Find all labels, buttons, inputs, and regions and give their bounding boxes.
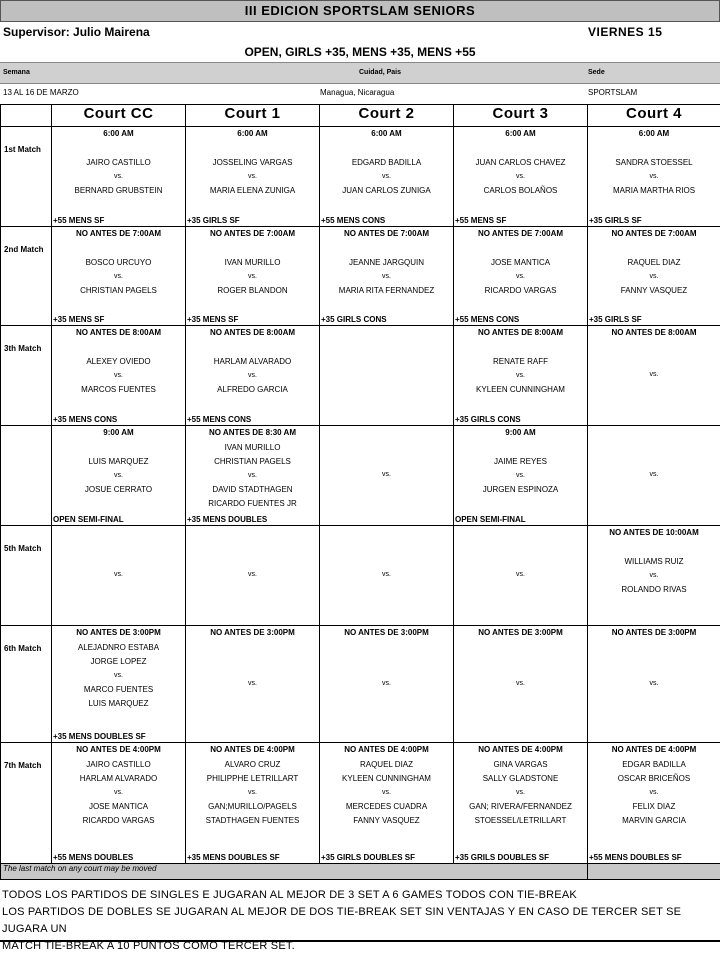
footnote-row — [1, 864, 720, 880]
player-name: FELIX DIAZ — [632, 802, 676, 811]
player-name: GAN; RIVERA/FERNANDEZ — [469, 802, 572, 811]
vs-label: vs. — [649, 572, 659, 579]
vs-label: vs. — [649, 789, 659, 796]
match-cell — [52, 743, 186, 864]
match-cell — [186, 743, 320, 864]
match-cell — [186, 127, 320, 227]
match-row — [1, 326, 720, 426]
match-cell — [454, 743, 588, 864]
match-cell — [52, 426, 186, 526]
player-name: RICARDO VARGAS — [484, 286, 557, 295]
city-value: Managua, Nicaragua — [320, 88, 395, 97]
match-cell — [588, 743, 720, 864]
match-category: +35 MENS DOUBLES — [187, 515, 268, 524]
player-name: ALEXEY OVIEDO — [86, 357, 151, 366]
vs-label: vs. — [649, 371, 659, 378]
player-name: MARIA MARTHA RIOS — [612, 186, 696, 195]
player-name: JOSSELING VARGAS — [212, 158, 293, 167]
match-category: +35 GIRLS SF — [589, 216, 642, 225]
match-cell — [320, 227, 454, 326]
match-time: NO ANTES DE 4:00PM — [76, 745, 161, 754]
match-time: 6:00 AM — [505, 129, 536, 138]
vs-label: vs. — [516, 571, 525, 578]
player-name: RAQUEL DIAZ — [627, 258, 681, 267]
vs-label: vs. — [649, 173, 659, 180]
player-name: JAIRO CASTILLO — [86, 760, 151, 769]
match-category: +35 MENS SF — [53, 315, 105, 324]
match-time: NO ANTES DE 8:30 AM — [209, 428, 296, 437]
venue-value: SPORTSLAM — [588, 88, 638, 97]
match-category: +55 MENS CONS — [321, 216, 386, 225]
match-time: NO ANTES DE 8:00AM — [611, 328, 697, 337]
player-name: CHRISTIAN PAGELS — [80, 286, 157, 295]
player-name: JOSE MANTICA — [490, 258, 551, 267]
tournament-title: III EDICION SPORTSLAM SENIORS — [0, 0, 720, 22]
player-name: GAN;MURILLO/PAGELS — [208, 802, 297, 811]
player-name: RAQUEL DIAZ — [359, 760, 414, 769]
match-row — [1, 426, 720, 526]
match-category: +35 MENS CONS — [53, 415, 118, 424]
match-time — [320, 526, 453, 541]
match-row-label: 5th Match — [1, 526, 52, 626]
vs-label: vs. — [248, 679, 257, 687]
player-name: MARCOS FUENTES — [81, 385, 156, 394]
vs-label: vs. — [382, 679, 391, 687]
match-time: NO ANTES DE 3:00PM — [344, 628, 429, 637]
info-value-bar — [0, 84, 720, 102]
match-time — [320, 326, 453, 341]
vs-label: vs. — [516, 173, 525, 180]
match-time: NO ANTES DE 4:00PM — [478, 745, 563, 754]
match-category: +35 MENS SF — [187, 315, 239, 324]
supervisor-row — [0, 22, 720, 42]
player-name: ALEJADNRO ESTABA — [77, 643, 160, 652]
match-time: 9:00 AM — [505, 428, 536, 437]
player-name: EDGAR BADILLA — [622, 760, 686, 769]
match-time — [454, 526, 587, 541]
vs-label: vs. — [114, 173, 123, 180]
player-name: WILLIAMS RUIZ — [624, 557, 684, 566]
match-time: NO ANTES DE 7:00AM — [343, 229, 430, 238]
player-name: IVAN MURILLO — [224, 443, 281, 452]
player-name: CHRISTIAN PAGELS — [214, 457, 291, 466]
vs-label: vs. — [516, 372, 525, 379]
vs-label: vs. — [516, 679, 525, 687]
match-row-label: 1st Match — [1, 127, 52, 227]
match-category: +35 GIRLS SF — [187, 216, 240, 225]
match-cell — [186, 227, 320, 326]
vs-label: vs. — [248, 472, 257, 479]
vs-label: vs. — [382, 471, 391, 478]
match-row — [1, 227, 720, 326]
player-name: FANNY VASQUEZ — [353, 816, 420, 825]
match-category: +55 MENS CONS — [187, 415, 252, 424]
player-name: MARCO FUENTES — [83, 685, 154, 694]
player-name: JAIME REYES — [494, 457, 547, 466]
player-name: RENATE RAFF — [493, 357, 548, 366]
rules-note-line: MATCH TIE-BREAK A 10 PUNTOS COMO TERCER SET. — [2, 940, 295, 952]
player-name: JOSUE CERRATO — [84, 485, 153, 494]
match-category: +35 GRILS DOUBLES SF — [455, 853, 550, 862]
vs-label: vs. — [114, 672, 123, 679]
match-cell — [454, 426, 588, 526]
player-name: STOESSEL/LETRILLART — [474, 816, 567, 825]
player-name: GINA VARGAS — [493, 760, 548, 769]
match-cell — [454, 326, 588, 426]
categories-heading: OPEN, GIRLS +35, MENS +35, MENS +55 — [244, 45, 476, 59]
player-name: JAIRO CASTILLO — [86, 158, 151, 167]
match-category: +35 GIRLS CONS — [321, 315, 387, 324]
footnote: The last match on any court may be moved — [1, 864, 588, 880]
vs-label: vs. — [114, 789, 123, 796]
match-category: +55 MENS SF — [455, 216, 507, 225]
week-label: Semana — [3, 69, 30, 76]
player-name: MARVIN GARCIA — [622, 816, 686, 825]
player-name: MARIA RITA FERNANDEZ — [338, 286, 435, 295]
rules-notes — [0, 887, 720, 955]
match-row-label: 3th Match — [1, 326, 52, 426]
player-name: CARLOS BOLAÑOS — [483, 186, 558, 195]
player-name: RICARDO FUENTES JR — [208, 499, 297, 508]
match-time: 6:00 AM — [371, 129, 402, 138]
court-header: Court 3 — [454, 105, 588, 127]
match-time: NO ANTES DE 4:00PM — [344, 745, 429, 754]
match-time: NO ANTES DE 3:00PM — [478, 628, 563, 637]
match-cell — [320, 526, 454, 626]
match-row — [1, 526, 720, 626]
match-cell — [588, 526, 720, 626]
match-category: +55 MENS SF — [53, 216, 105, 225]
match-cell — [454, 626, 588, 743]
match-row-label — [1, 426, 52, 526]
corner-cell — [1, 105, 52, 127]
match-row-label: 7th Match — [1, 743, 52, 864]
supervisor-name: Supervisor: Julio Mairena — [3, 25, 150, 39]
match-time: NO ANTES DE 8:00AM — [209, 328, 296, 337]
match-row — [1, 127, 720, 227]
vs-label: vs. — [114, 372, 123, 379]
court-header: Court 4 — [588, 105, 720, 127]
vs-label: vs. — [516, 789, 525, 796]
match-cell — [588, 426, 720, 526]
match-category: +55 MENS DOUBLES SF — [589, 853, 682, 862]
player-name: STADTHAGEN FUENTES — [205, 816, 300, 825]
match-cell — [588, 626, 720, 743]
player-name: DAVID STADTHAGEN — [212, 485, 293, 494]
match-time — [320, 426, 453, 441]
vs-label: vs. — [382, 789, 391, 796]
vs-label: vs. — [649, 679, 659, 687]
vs-label: vs. — [516, 273, 525, 280]
player-name: EDGARD BADILLA — [351, 158, 422, 167]
court-header: Court CC — [52, 105, 186, 127]
vs-label: vs. — [248, 571, 257, 578]
match-time: NO ANTES DE 7:00AM — [477, 229, 564, 238]
match-cell — [186, 626, 320, 743]
match-cell — [588, 326, 720, 426]
match-category: +35 GIRLS SF — [589, 315, 642, 324]
match-time: NO ANTES DE 8:00AM — [75, 328, 162, 337]
vs-label: vs. — [114, 472, 123, 479]
court-header: Court 2 — [320, 105, 454, 127]
vs-label: vs. — [114, 571, 123, 578]
player-name: RICARDO VARGAS — [82, 816, 155, 825]
player-name: JUAN CARLOS ZUNIGA — [342, 186, 431, 195]
match-category: OPEN SEMI-FINAL — [53, 515, 124, 524]
vs-label: vs. — [649, 273, 659, 280]
match-cell — [52, 626, 186, 743]
match-cell — [186, 426, 320, 526]
vs-label: vs. — [382, 571, 391, 578]
player-name: MARIA ELENA ZUNIGA — [209, 186, 296, 195]
match-category: +35 GIRLS DOUBLES SF — [321, 853, 416, 862]
player-name: MERCEDES CUADRA — [345, 802, 428, 811]
match-time: NO ANTES DE 4:00PM — [611, 745, 697, 754]
vs-label: vs. — [248, 173, 257, 180]
player-name: HARLAM ALVARADO — [213, 357, 292, 366]
court-header: Court 1 — [186, 105, 320, 127]
player-name: LUIS MARQUEZ — [88, 699, 149, 708]
match-cell — [52, 227, 186, 326]
vs-label: vs. — [248, 273, 257, 280]
match-time: 6:00 AM — [638, 129, 670, 138]
week-value: 13 AL 16 DE MARZO — [3, 88, 79, 97]
match-category: OPEN SEMI-FINAL — [455, 515, 526, 524]
venue-label: Sede — [588, 69, 605, 76]
match-time: 6:00 AM — [103, 129, 134, 138]
info-label-bar — [0, 62, 720, 84]
match-cell — [454, 127, 588, 227]
match-cell — [320, 743, 454, 864]
player-name: OSCAR BRICEÑOS — [617, 774, 691, 783]
match-time: NO ANTES DE 10:00AM — [609, 528, 699, 537]
player-name: KYLEEN CUNNINGHAM — [342, 774, 431, 783]
match-row-label: 2nd Match — [1, 227, 52, 326]
match-time: NO ANTES DE 4:00PM — [210, 745, 295, 754]
rules-note-line: TODOS LOS PARTIDOS DE SINGLES E JUGARAN AL MEJOR DE 3 SET A 6 GAMES TODOS CON TIE-BREAK — [2, 889, 577, 901]
match-time — [52, 526, 185, 541]
vs-label: vs. — [516, 472, 525, 479]
vs-label: vs. — [382, 273, 391, 280]
match-time: NO ANTES DE 3:00PM — [210, 628, 295, 637]
match-time: 6:00 AM — [237, 129, 268, 138]
match-cell — [320, 626, 454, 743]
match-category: +55 MENS CONS — [455, 315, 520, 324]
player-name: KYLEEN CUNNINGHAM — [476, 385, 565, 394]
match-time — [588, 426, 720, 441]
court-header-row — [1, 105, 720, 127]
match-cell — [52, 326, 186, 426]
player-name: JURGEN ESPINOZA — [482, 485, 559, 494]
match-category: +55 MENS DOUBLES — [53, 853, 134, 862]
player-name: ROLANDO RIVAS — [621, 585, 687, 594]
player-name: ALVARO CRUZ — [224, 760, 281, 769]
player-name: LUIS MARQUEZ — [88, 457, 149, 466]
match-cell — [186, 326, 320, 426]
match-row — [1, 743, 720, 864]
bottom-divider — [0, 940, 720, 942]
match-time: NO ANTES DE 8:00AM — [477, 328, 564, 337]
match-time: NO ANTES DE 7:00AM — [611, 229, 697, 238]
player-name: JORGE LOPEZ — [90, 657, 147, 666]
match-time: NO ANTES DE 3:00PM — [76, 628, 161, 637]
player-name: BERNARD GRUBSTEIN — [74, 186, 163, 195]
match-category: +35 MENS DOUBLES SF — [187, 853, 280, 862]
player-name: JOSE MANTICA — [88, 802, 149, 811]
match-cell — [588, 227, 720, 326]
match-cell — [186, 526, 320, 626]
rules-note-line: LOS PARTIDOS DE DOBLES SE JUGARAN AL MEJOR DE DOS TIE-BREAK SET SIN VENTAJAS Y EN CASO DE TERCER SET SE JUGARA UN — [2, 906, 682, 935]
match-cell — [52, 526, 186, 626]
vs-label: vs. — [649, 471, 659, 478]
player-name: PHILIPPHE LETRILLART — [206, 774, 299, 783]
match-cell — [320, 326, 454, 426]
vs-label: vs. — [248, 372, 257, 379]
player-name: SALLY GLADSTONE — [482, 774, 559, 783]
player-name: JEANNE JARGQUIN — [348, 258, 425, 267]
schedule-table — [0, 104, 720, 880]
match-time: NO ANTES DE 7:00AM — [75, 229, 162, 238]
vs-label: vs. — [382, 173, 391, 180]
match-cell — [454, 227, 588, 326]
player-name: SANDRA STOESSEL — [615, 158, 693, 167]
match-row-label: 6th Match — [1, 626, 52, 743]
city-label: Cuidad, Pais — [359, 69, 402, 76]
match-time: NO ANTES DE 3:00PM — [611, 628, 697, 637]
player-name: HARLAM ALVARADO — [79, 774, 158, 783]
match-category: +35 GIRLS CONS — [455, 415, 521, 424]
match-time: 9:00 AM — [103, 428, 134, 437]
match-cell — [454, 526, 588, 626]
footnote-blank — [588, 864, 720, 880]
match-category: +35 MENS DOUBLES SF — [53, 732, 146, 741]
player-name: ALFREDO GARCIA — [217, 385, 288, 394]
player-name: ROGER BLANDON — [217, 286, 288, 295]
vs-label: vs. — [114, 273, 123, 280]
match-cell — [588, 127, 720, 227]
day-label: VIERNES 15 — [588, 25, 663, 39]
player-name: JUAN CARLOS CHAVEZ — [475, 158, 566, 167]
player-name: BOSCO URCUYO — [85, 258, 152, 267]
match-time — [186, 526, 319, 541]
match-cell — [320, 127, 454, 227]
match-cell — [52, 127, 186, 227]
player-name: FANNY VASQUEZ — [620, 286, 688, 295]
match-row — [1, 626, 720, 743]
match-time: NO ANTES DE 7:00AM — [209, 229, 296, 238]
match-cell — [320, 426, 454, 526]
player-name: IVAN MURILLO — [224, 258, 281, 267]
vs-label: vs. — [248, 789, 257, 796]
